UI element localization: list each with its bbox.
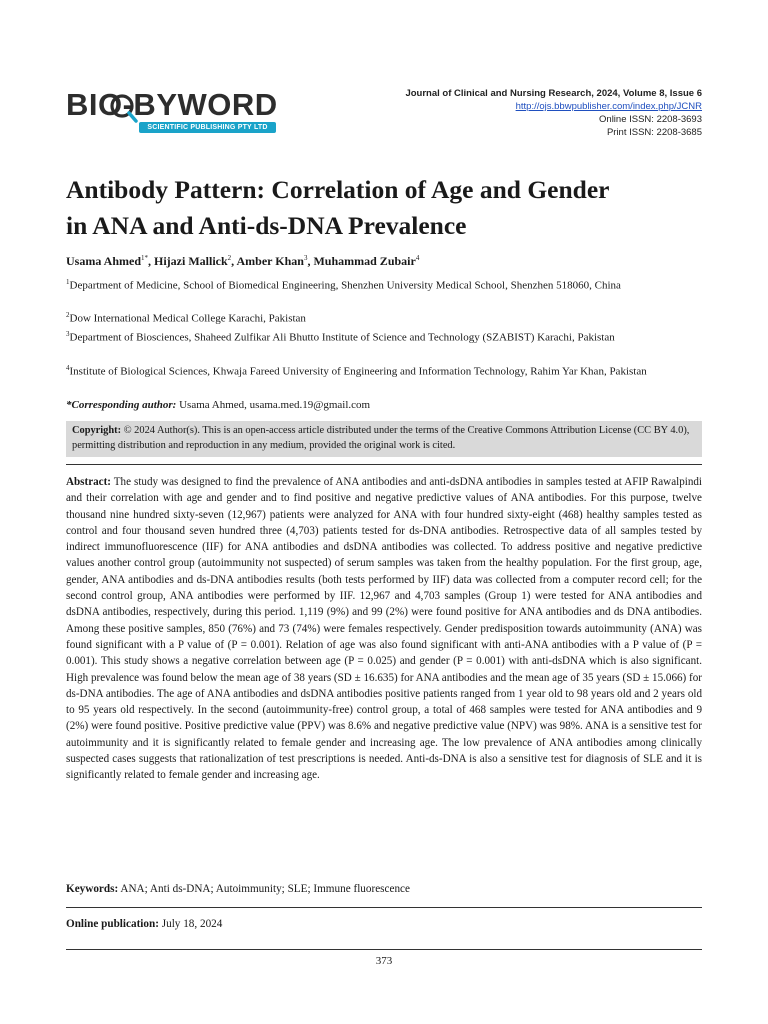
abstract-text: The study was designed to find the prevalence of ANA antibodies and anti-dsDNA antibodies in samples tested at AFIP Rawalpindi and their correlation with age and gender and to find positive and negative predictive values of ANA antibodies. For this purpose, twelve thousand nine hundred sixty-seven (12,967) patients were analyzed for ANA with four hundred sixty-eight (468) healthy samples tested as control and four thousand seven hundred three (4,703) patients tested for ds-DNA antibodies. Retrospective data of all samples tested by indirect immunofluorescence (IIF) for ANA antibodies and dsDNA antibodies was collected. To address positive and negative predictive values another control group (autoimmunity not suspected) of serum samples was taken from the healthy population. For the first group, age, gender, ANA antibodies and ds-DNA antibodies results (both tests performed by IIF) data was collected from a computer record cell; for the second control group, ANA antibodies were performed by IIF. 12,967 and 4,703 samples (Group 1) were tested for ANA antibodies and dsDNA antibodies, respectively, during this period. 1,119 (9%) and 99 (2%) were found positive for ANA antibodies and ds DNA antibodies. Among these positive samples, 850 (76%) and 73 (74%) were females respectively. Gender predisposition towards autoimmunity (ANA) was found significant with a P value of (P = 0.001). Relation of age was also found significant with anti-ANA antibodies with a P value of (P = 0.001). This study shows a negative correlation between age (P = 0.025) and gender (P = 0.001) with anti-dsDNA which is also significant. High prevalence was found below the mean age of 38 years (SD ± 16.635) for ANA antibodies and the mean age of 35 years (SD ± 15.066) for ds-DNA antibodies. The age of ANA antibodies and dsDNA antibodies positive patients ranged from 1 year old to 98 years old and 2 years old to 95 years old respectively. In the second (autoimmunity-free) control group, a total of 468 samples were tested for ANA antibodies and 9 (2%) were found positive. Positive predictive value (PPV) was 8.6% and negative predictive value (NPV) was 98%. ANA is a sensitive test for autoimmunity and it is significantly related to female gender and increasing age. The low prevalence of ANA antibodies among clinically suspected cases suggests that rationalization of test prescriptions is needed. Anti-ds-DNA is also a sensitive test for diagnosis of SLE and it is significantly related to female gender and increasing age. [66, 476, 702, 782]
title-line-2: in ANA and Anti-ds-DNA Prevalence [66, 211, 467, 240]
journal-info [405, 87, 702, 139]
corresponding-author [66, 398, 370, 412]
logo-subtitle: SCIENTIFIC PUBLISHING PTY LTD [139, 122, 276, 133]
journal-name: Journal of Clinical and Nursing Research, 2024, Volume 8, Issue 6 [405, 88, 702, 99]
affiliation [66, 309, 702, 326]
online-date: July 18, 2024 [161, 918, 223, 930]
title-line-1: Antibody Pattern: Correlation of Age and Gender [66, 175, 610, 204]
affiliation-text: Department of Biosciences, Shaheed Zulfikar Ali Bhutto Institute of Science and Technology (SZABIST) Karachi, Pakistan [69, 331, 615, 344]
online-issn: Online ISSN: 2208-3693 [599, 114, 702, 125]
affiliation-text: Institute of Biological Sciences, Khwaja Fareed University of Engineering and Information Technology, Rahim Yar Khan, Pakistan [69, 365, 647, 378]
divider [66, 907, 702, 908]
publisher-logo [66, 88, 281, 138]
journal-url[interactable]: http://ojs.bbwpublisher.com/index.php/JCNR [515, 101, 702, 112]
page-number: 373 [375, 955, 393, 967]
author-name: Hijazi Mallick [154, 254, 228, 268]
logo-text: BIO-BYWORD [66, 87, 278, 122]
online-publication [66, 917, 222, 931]
abstract-label: Abstract: [66, 476, 111, 488]
affiliation-number: 1 [66, 278, 70, 286]
affiliation-number: 3 [66, 330, 70, 338]
affiliation-number: 4 [66, 364, 70, 372]
copyright-label: Copyright: [72, 425, 122, 436]
affiliation [66, 328, 702, 345]
online-label: Online publication: [66, 918, 159, 930]
author-name: Amber Khan [236, 254, 304, 268]
author-mark: 2 [227, 254, 232, 262]
keywords-text: ANA; Anti ds-DNA; Autoimmunity; SLE; Immune fluorescence [120, 883, 410, 895]
affiliation [66, 362, 702, 379]
author-mark: 3 [303, 254, 308, 262]
affiliation [66, 276, 702, 293]
article-title [66, 172, 706, 244]
print-issn: Print ISSN: 2208-3685 [606, 127, 702, 138]
affiliation-text: Department of Medicine, School of Biomedical Engineering, Shenzhen University Medical School, Shenzhen 518060, China [69, 279, 621, 292]
keywords-label: Keywords: [66, 883, 119, 895]
keywords [66, 882, 410, 896]
corresponding-label: *Corresponding author: [66, 399, 177, 411]
copyright-text: © 2024 Author(s). This is an open-access article distributed under the terms of the Creative Commons Attribution License (CC BY 4.0), permitting distribution and reproduction in any medium, provided the original work is cited. [72, 425, 690, 451]
affiliation-number: 2 [66, 311, 70, 319]
author-name: Muhammad Zubair [313, 254, 416, 268]
author-mark: 1* [141, 254, 149, 262]
author-name: Usama Ahmed [66, 254, 142, 268]
author-list: Usama Ahmed$^{1*}$, Hijazi Mallick$^2$, Amber Khan$^3$, Muhammad Zubair$^4$ [66, 254, 420, 268]
copyright-box [66, 421, 702, 457]
author-mark: 4 [415, 254, 420, 262]
divider [66, 949, 702, 950]
corresponding-text: Usama Ahmed, usama.med.19@gmail.com [179, 399, 371, 411]
divider [66, 464, 702, 465]
affiliation-text: Dow International Medical College Karachi, Pakistan [69, 312, 306, 325]
abstract [66, 474, 702, 784]
